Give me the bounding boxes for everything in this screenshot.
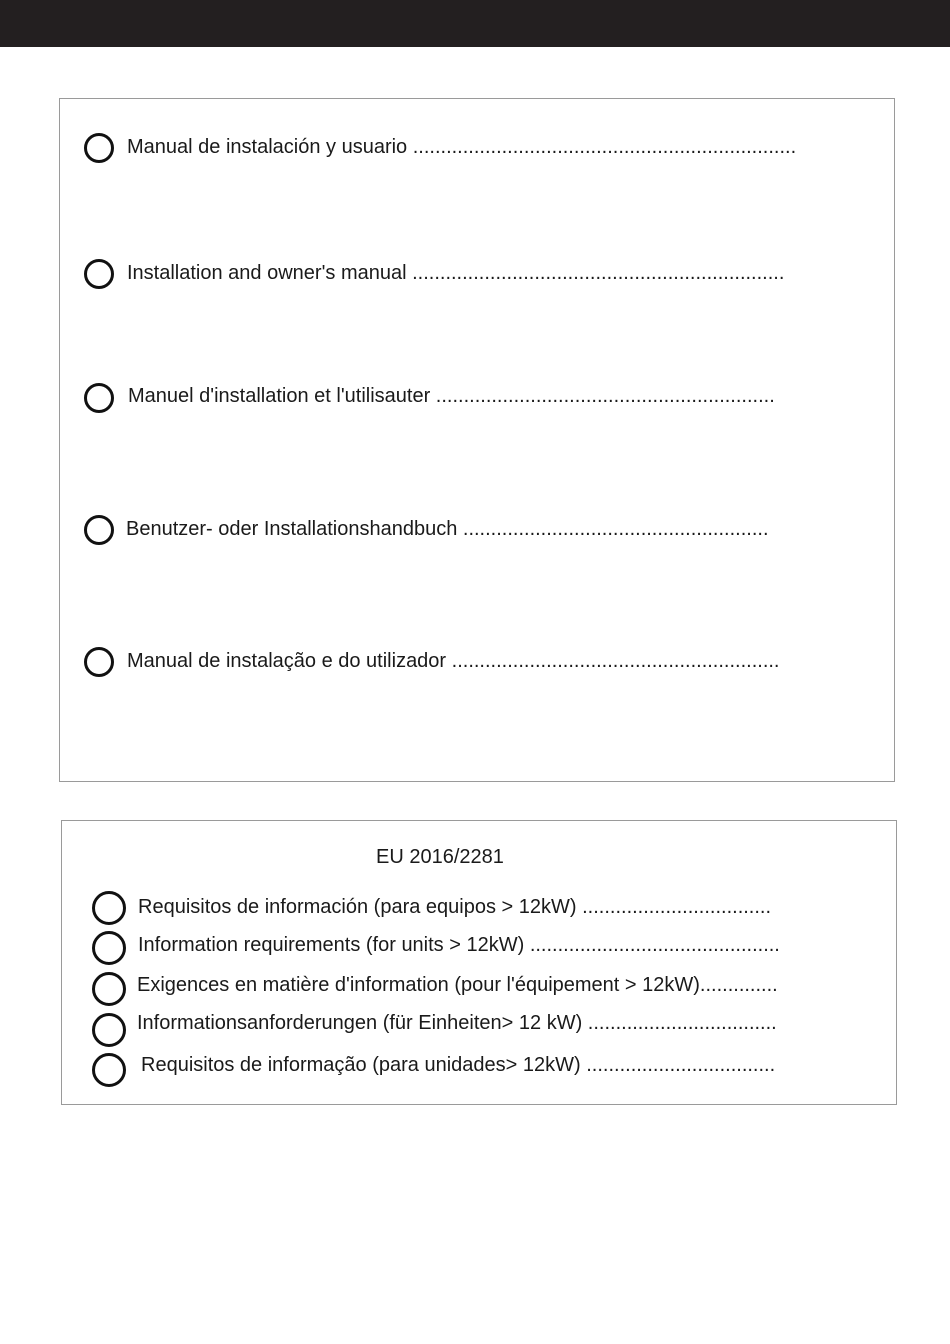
checkbox-circle[interactable] xyxy=(92,972,126,1006)
manual-label: Manual de instalación y usuario ..................................................................... xyxy=(127,136,797,158)
checkbox-circle[interactable] xyxy=(92,931,126,965)
eu-information-requirements xyxy=(61,820,897,1105)
manual-label: Installation and owner's manual ................................................................... xyxy=(127,262,785,284)
checkbox-circle[interactable] xyxy=(84,515,114,545)
manual-label: Benutzer- oder Installationshandbuch ....................................................... xyxy=(126,518,769,540)
checkbox-circle[interactable] xyxy=(92,891,126,925)
manual-language-list xyxy=(59,98,895,782)
checkbox-circle[interactable] xyxy=(84,259,114,289)
manual-label: Manuel d'installation et l'utilisauter ............................................................. xyxy=(128,385,775,407)
eu-item-label: Requisitos de información (para equipos > 12kW) .................................. xyxy=(138,896,772,918)
checkbox-circle[interactable] xyxy=(92,1013,126,1047)
eu-item-label: Informationsanforderungen (für Einheiten> 12 kW) .................................. xyxy=(137,1012,777,1034)
eu-item-label: Requisitos de informação (para unidades> 12kW) .................................. xyxy=(141,1054,776,1076)
eu-regulation-title: EU 2016/2281 xyxy=(376,846,504,868)
checkbox-circle[interactable] xyxy=(92,1053,126,1087)
checkbox-circle[interactable] xyxy=(84,383,114,413)
eu-item-label: Exigences en matière d'information (pour l'équipement > 12kW).............. xyxy=(137,974,778,996)
eu-item-label: Information requirements (for units > 12kW) ............................................. xyxy=(138,934,780,956)
header-bar xyxy=(0,0,950,47)
checkbox-circle[interactable] xyxy=(84,133,114,163)
checkbox-circle[interactable] xyxy=(84,647,114,677)
manual-label: Manual de instalação e do utilizador ........................................................... xyxy=(127,650,780,672)
